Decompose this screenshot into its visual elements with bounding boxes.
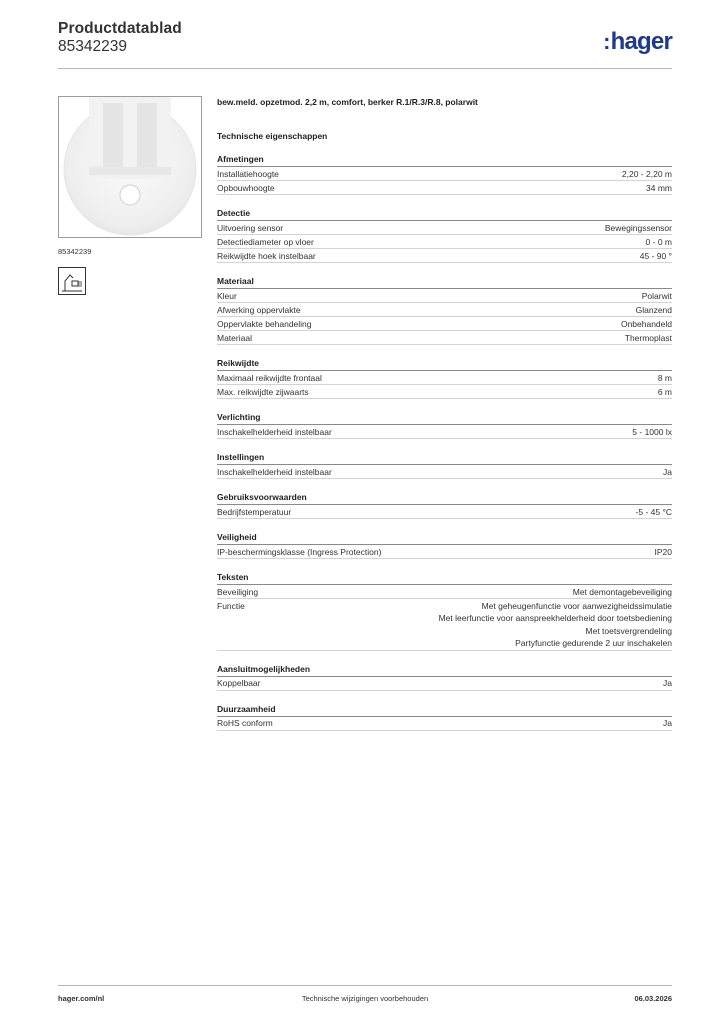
- spec-value-line: Ja: [663, 466, 672, 477]
- spec-group: [217, 207, 672, 263]
- spec-value: [663, 717, 672, 730]
- spec-group-title: Detectie: [217, 207, 672, 221]
- footer-website-link[interactable]: hager.com/nl: [58, 994, 105, 1003]
- spec-value: [636, 304, 672, 317]
- spec-row: [217, 181, 672, 195]
- spec-row: [217, 331, 672, 345]
- spec-group-title: Afmetingen: [217, 153, 672, 167]
- spec-label: RoHS conform: [217, 718, 273, 728]
- spec-row: [217, 425, 672, 439]
- spec-group: [217, 491, 672, 519]
- spec-value-line: IP20: [654, 546, 672, 557]
- spec-row: [217, 303, 672, 317]
- spec-row: [217, 249, 672, 263]
- spec-value: [573, 586, 672, 599]
- spec-row: [217, 585, 672, 599]
- spec-row: [217, 599, 672, 651]
- spec-value-line: Met leerfunctie voor aanspreekhelderheid door toetsbediening: [438, 613, 672, 623]
- spec-label: Kleur: [217, 290, 237, 301]
- spec-group-title: Instellingen: [217, 451, 672, 465]
- spec-value-line: Onbehandeld: [620, 318, 672, 329]
- product-sku: 85342239: [58, 247, 92, 256]
- spec-value: [658, 372, 672, 385]
- spec-value: [658, 386, 672, 399]
- spec-row: [217, 717, 672, 731]
- article-number: 85342239: [58, 38, 127, 55]
- spec-value: [663, 677, 672, 690]
- spec-group: [217, 663, 672, 691]
- spec-value: [655, 546, 673, 559]
- spec-group-title: Gebruiksvoorwaarden: [217, 491, 672, 505]
- spec-value-line: 0 - 0 m: [645, 236, 672, 247]
- spec-value-line: 34 mm: [646, 182, 672, 193]
- spec-row: [217, 167, 672, 181]
- motion-sensor-image: [59, 97, 201, 237]
- spec-value: [625, 332, 672, 345]
- spec-group: [217, 703, 672, 731]
- spec-label: Opbouwhoogte: [217, 182, 275, 193]
- spec-value-line: 45 - 90 °: [639, 250, 672, 261]
- spec-value-line: Polarwit: [641, 290, 672, 301]
- spec-label: Oppervlakte behandeling: [217, 318, 312, 329]
- spec-value-line: Met demontagebeveiliging: [572, 586, 672, 597]
- section-title: Technische eigenschappen: [217, 131, 328, 141]
- spec-value: [640, 250, 672, 263]
- spec-label: Max. reikwijdte zijwaarts: [217, 386, 309, 397]
- spec-group: [217, 571, 672, 651]
- spec-value-line: -5 - 45 °C: [635, 506, 672, 517]
- spec-row: [217, 677, 672, 691]
- footer-date: 06.03.2026: [634, 994, 672, 1003]
- hager-logo[interactable]: :hager: [603, 28, 672, 55]
- spec-label: Uitvoering sensor: [217, 222, 284, 233]
- spec-label: Koppelbaar: [217, 678, 261, 688]
- spec-value: [632, 426, 672, 439]
- spec-row: [217, 465, 672, 479]
- spec-value-line: Ja: [663, 718, 672, 728]
- spec-value-line: 6 m: [657, 386, 672, 397]
- spec-label: Installatiehoogte: [217, 168, 279, 179]
- spec-value-line: 2,20 - 2,20 m: [621, 168, 672, 179]
- spec-row: [217, 385, 672, 399]
- spec-row: [217, 235, 672, 249]
- spec-row: [217, 545, 672, 559]
- spec-label: Afwerking oppervlakte: [217, 304, 301, 315]
- spec-group: [217, 357, 672, 399]
- spec-value: [646, 236, 672, 249]
- product-sidebar: [58, 96, 202, 295]
- page-title: Productdatablad: [58, 20, 182, 37]
- footer-disclaimer: Technische wijzigingen voorbehouden: [301, 994, 429, 1003]
- spec-group: [217, 531, 672, 559]
- spec-value-line: 5 - 1000 lx: [632, 426, 672, 437]
- footer-divider: [58, 985, 672, 986]
- spec-value: [642, 290, 672, 303]
- spec-value: [663, 466, 672, 479]
- specification-content: [217, 96, 672, 743]
- spec-label: Bedrijfstemperatuur: [217, 506, 292, 517]
- spec-group: [217, 411, 672, 439]
- spec-value: [439, 600, 672, 650]
- spec-group: [217, 451, 672, 479]
- wall-mount-sensor-icon: [58, 267, 86, 295]
- spec-value: [605, 222, 672, 235]
- spec-value-line: Met geheugenfunctie voor aanwezigheidssimulatie: [481, 600, 672, 611]
- spec-group-title: Aansluitmogelijkheden: [217, 663, 672, 677]
- spec-group-title: Reikwijdte: [217, 357, 672, 371]
- spec-value: [622, 168, 672, 181]
- spec-value-line: 8 m: [657, 372, 672, 383]
- document-header: [58, 20, 182, 56]
- spec-group: [217, 153, 672, 195]
- logo-text: hager: [610, 28, 672, 55]
- spec-row: [217, 221, 672, 235]
- spec-group-title: Verlichting: [217, 411, 672, 425]
- spec-group-title: Duurzaamheid: [217, 703, 672, 717]
- spec-label: Functie: [217, 600, 245, 611]
- spec-groups: [217, 153, 672, 731]
- spec-label: Detectiediameter op vloer: [217, 236, 314, 247]
- product-name: bew.meld. opzetmod. 2,2 m, comfort, berker R.1/R.3/R.8, polarwit: [217, 97, 478, 107]
- spec-label: Inschakelhelderheid instelbaar: [217, 426, 332, 437]
- spec-value-line: Bewegingssensor: [604, 222, 672, 233]
- spec-value: [646, 182, 672, 195]
- spec-group-title: Materiaal: [217, 275, 672, 289]
- spec-group: [217, 275, 672, 345]
- spec-value-line: Partyfunctie gedurende 2 uur inschakelen: [515, 638, 672, 648]
- spec-label: Maximaal reikwijdte frontaal: [217, 372, 322, 383]
- spec-value-line: Glanzend: [635, 304, 672, 315]
- spec-row: [217, 289, 672, 303]
- spec-row: [217, 505, 672, 519]
- spec-value-line: Ja: [663, 678, 672, 688]
- spec-value-line: Met toetsvergrendeling: [585, 625, 672, 636]
- spec-row: [217, 317, 672, 331]
- document-footer: [58, 994, 672, 1006]
- spec-value: [621, 318, 672, 331]
- spec-value-line: Thermoplast: [624, 332, 672, 343]
- spec-row: [217, 371, 672, 385]
- spec-label: IP-beschermingsklasse (Ingress Protection): [217, 546, 382, 557]
- spec-label: Reikwijdte hoek instelbaar: [217, 250, 316, 261]
- spec-label: Beveiliging: [217, 586, 259, 597]
- spec-label: Materiaal: [217, 332, 252, 343]
- spec-group-title: Teksten: [217, 571, 672, 585]
- header-divider: [58, 68, 672, 69]
- product-image: [58, 96, 202, 238]
- spec-value: [636, 506, 672, 519]
- spec-group-title: Veiligheid: [217, 531, 672, 545]
- spec-label: Inschakelhelderheid instelbaar: [217, 466, 332, 477]
